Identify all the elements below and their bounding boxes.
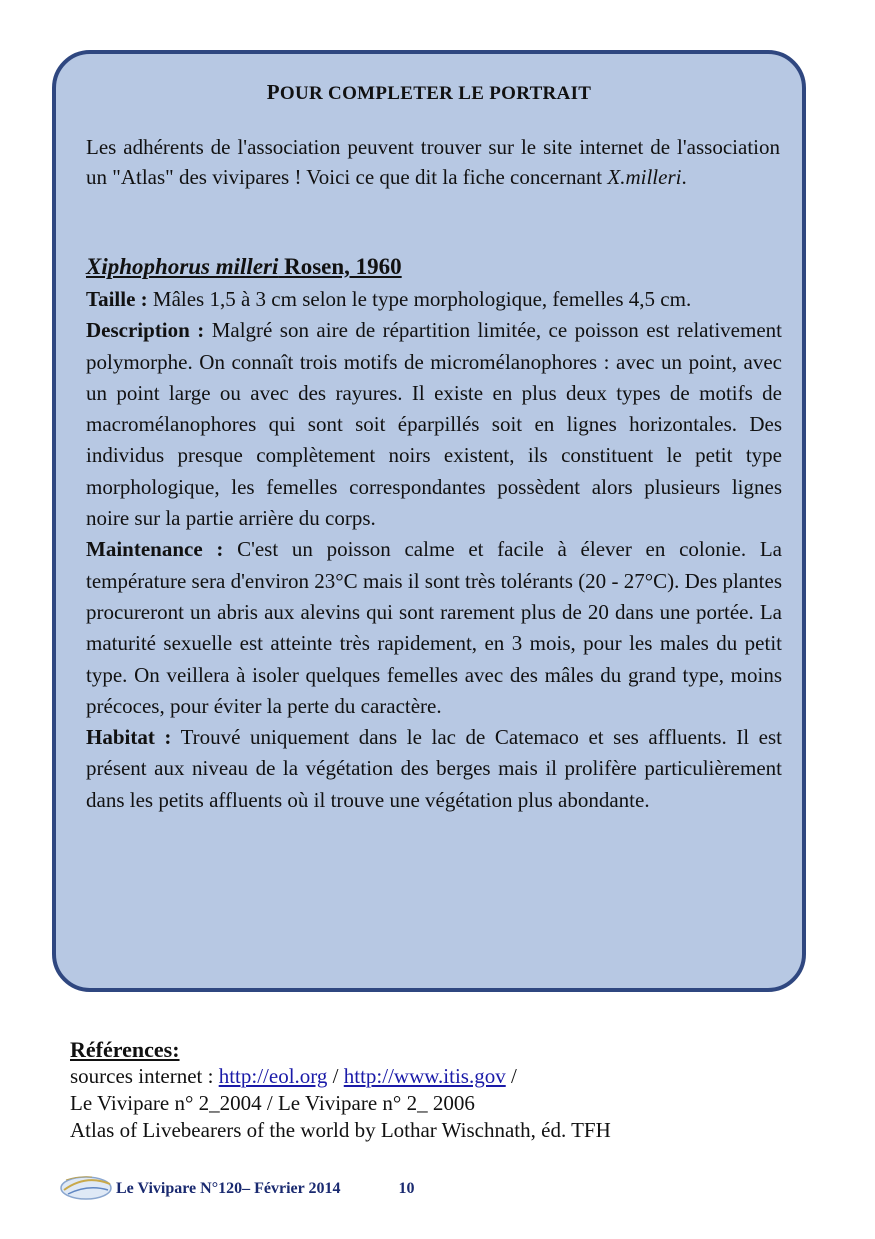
intro-paragraph: Les adhérents de l'association peuvent trouver sur le site internet de l'association un "Atlas" des vivipares ! Voici ce que dit la fiche concernant X.milleri. — [86, 135, 780, 189]
references-line-2: Le Vivipare n° 2_2004 / Le Vivipare n° 2_ 2006 — [70, 1091, 475, 1115]
species-sheet — [86, 284, 782, 816]
portrait-box — [52, 50, 806, 992]
page-number: 10 — [398, 1180, 415, 1197]
association-logo-icon — [58, 1170, 118, 1204]
references-line-1: sources internet : http://eol.org / http://www.itis.gov / — [70, 1064, 517, 1088]
page-footer — [58, 1170, 478, 1204]
itis-link[interactable]: http://www.itis.gov — [343, 1064, 506, 1088]
references-title: Références: — [70, 1037, 180, 1062]
maintenance-paragraph: Maintenance : C'est un poisson calme et facile à élever en colonie. La température sera d'environ 23°C mais il sont très tolérants (20 - 27°C). Des plantes procureront un abris aux alevins qui sont rarement plus de 20 dans une portée. La maturité sexuelle est atteinte très rapidement, en 3 mois, pour les males du petit type. On veillera à isoler quelques femelles avec des mâles du grand type, moins précoces, pour éviter la perte du caractère. — [86, 537, 782, 718]
references-section — [70, 1036, 611, 1144]
taille-paragraph: Taille : Mâles 1,5 à 3 cm selon le type morphologique, femelles 4,5 cm. — [86, 287, 692, 311]
box-title: POUR COMPLETER LE PORTRAIT — [266, 80, 592, 104]
eol-link[interactable]: http://eol.org — [218, 1064, 328, 1088]
references-line-3: Atlas of Livebearers of the world by Lothar Wischnath, éd. TFH — [70, 1118, 611, 1142]
intro-species: X.milleri — [607, 165, 682, 189]
description-paragraph: Description : Malgré son aire de répartition limitée, ce poisson est relativement polymorphe. On connaît trois motifs de micromélanophores : avec un point, avec un point large ou avec des rayures. Il existe en plus deux types de motifs de macromélanophores qui sont soit éparpillés soit en lignes horizontales. Des individus presque complètement noirs existent, ils constituent le petit type morphologique, les femelles correspondantes possèdent alors plusieurs lignes noire sur la partie arrière du corps. — [86, 318, 782, 531]
species-heading: Xiphophorus milleri Rosen, 1960 — [86, 254, 402, 279]
habitat-paragraph: Habitat : Trouvé uniquement dans le lac de Catemaco et ses affluents. Il est présent aux niveau de la végétation des berges mais il prolifère particulièrement dans les petits affluents où il trouve une végétation plus abondante. — [86, 725, 783, 812]
publication-name: Le Vivipare N°120– Février 2014 — [116, 1180, 341, 1197]
